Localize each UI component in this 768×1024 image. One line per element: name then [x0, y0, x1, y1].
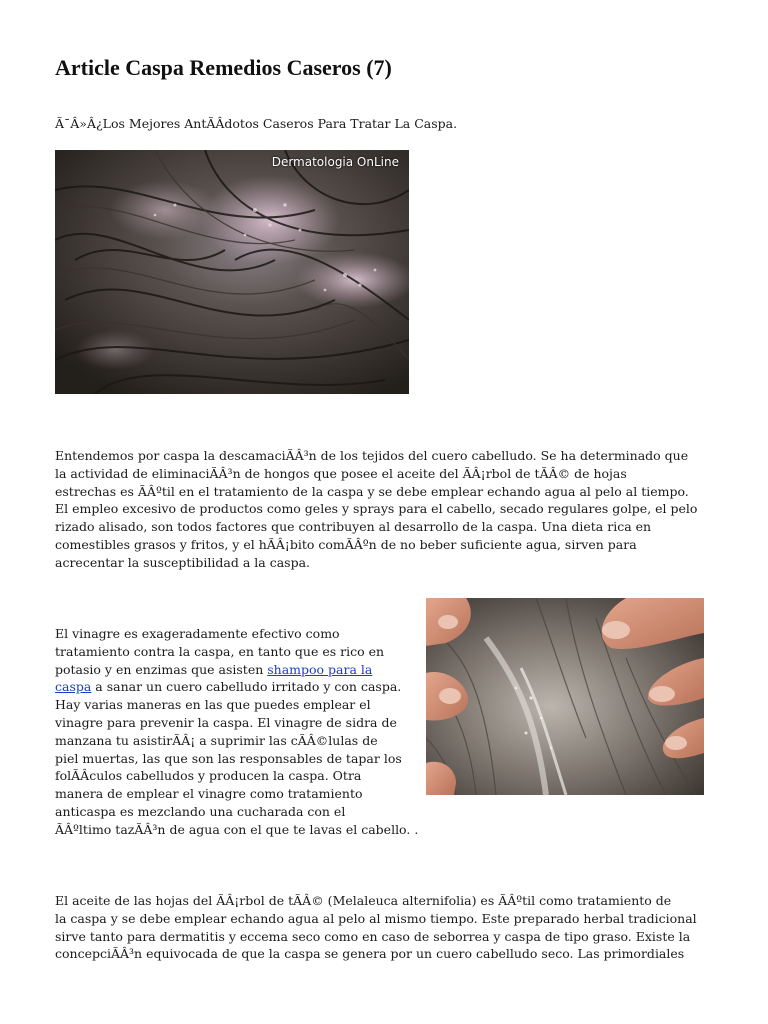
paragraph-line: Hay varias maneras en las que puedes emplear el: [55, 697, 371, 713]
paragraph-line: la caspa y se debe emplear echando agua al pelo al mismo tiempo. Este preparado herbal tradicional: [55, 910, 697, 926]
scalp-photo-dermatologia: [55, 150, 409, 394]
paragraph-line: manzana tu asistirÃÂ¡ a suprimir las cÃÂ©lulas de: [55, 732, 378, 748]
paragraph-line: rizado alisado, son todos factores que contribuyen al desarrollo de la caspa. Una dieta rica en: [55, 519, 652, 535]
shampoo-link[interactable]: shampoo para la: [267, 661, 373, 677]
scalp-photo-fingers: [426, 598, 704, 795]
paragraph-line: [55, 661, 418, 679]
article-title: Article Caspa Remedios Caseros (7): [55, 55, 392, 80]
paragraph-line: El aceite de las hojas del ÃÂ¡rbol de tÃÂ© (Melaleuca alternifolia) es ÃÂºtil como tratamiento de: [55, 893, 672, 908]
paragraph-vinagre: [55, 625, 418, 839]
paragraph-line: tratamiento contra la caspa, en tanto que es rico en: [55, 643, 385, 659]
paragraph-line: Entendemos por caspa la descamaciÃÂ³n de los tejidos del cuero cabelludo. Se ha determinado que: [55, 448, 689, 463]
paragraph-line: concepciÃÂ³n equivocada de que la caspa se genera por un cuero cabelludo seco. Las primordiales: [55, 946, 685, 962]
article-subtitle: Ã¯Â»Â¿Los Mejores AntÃÂdotos Caseros Para Tratar La Caspa.: [55, 116, 458, 131]
paragraph-line: manera de emplear el vinagre como tratamiento: [55, 786, 363, 802]
paragraph-line: sirve tanto para dermatitis y eccema seco como en caso de seborrea y caspa de tipo graso. Existe la: [55, 928, 691, 944]
paragraph-line: piel muertas, las que son las responsables de tapar los: [55, 750, 402, 766]
paragraph-line: la actividad de eliminaciÃÂ³n de hongos que posee el aceite del ÃÂ¡rbol de tÃÂ© de hojas: [55, 465, 627, 481]
photo-caption: Dermatologia OnLine: [271, 155, 399, 169]
paragraph-text: potasio y en enzimas que asisten: [55, 661, 268, 677]
paragraph-line: anticaspa es mezclando una cucharada con el: [55, 803, 346, 819]
shampoo-link-continued[interactable]: caspa: [55, 679, 92, 695]
paragraph-line: estrechas es ÃÂºtil en el tratamiento de la caspa y se debe emplear echando agua al pelo al tiempo.: [55, 483, 689, 499]
paragraph-line: folÃÂculos cabelludos y producen la caspa. Otra: [55, 768, 362, 784]
paragraph-text: a sanar un cuero cabelludo irritado y con caspa.: [91, 679, 402, 695]
paragraph-line: [55, 678, 418, 696]
paragraph-line: acrecentar la susceptibilidad a la caspa.: [55, 554, 310, 570]
paragraph-arbol-de-te: [55, 892, 697, 963]
paragraph-line: vinagre para prevenir la caspa. El vinagre de sidra de: [55, 714, 397, 730]
paragraph-caspa-definition: [55, 447, 697, 572]
paragraph-line: comestibles grasos y fritos, y el hÃÂ¡bito comÃÂºn de no beber suficiente agua, sirven para: [55, 536, 637, 552]
scalp-fingers-graphic: [426, 598, 704, 795]
paragraph-line: El empleo excesivo de productos como geles y sprays para el cabello, secado regulares golpe, el pelo: [55, 501, 698, 517]
paragraph-line: El vinagre es exageradamente efectivo como: [55, 626, 340, 641]
scalp-photo-graphic: [55, 150, 409, 394]
paragraph-line: ÃÂºltimo tazÃÂ³n de agua con el que te lavas el cabello. .: [55, 821, 419, 837]
